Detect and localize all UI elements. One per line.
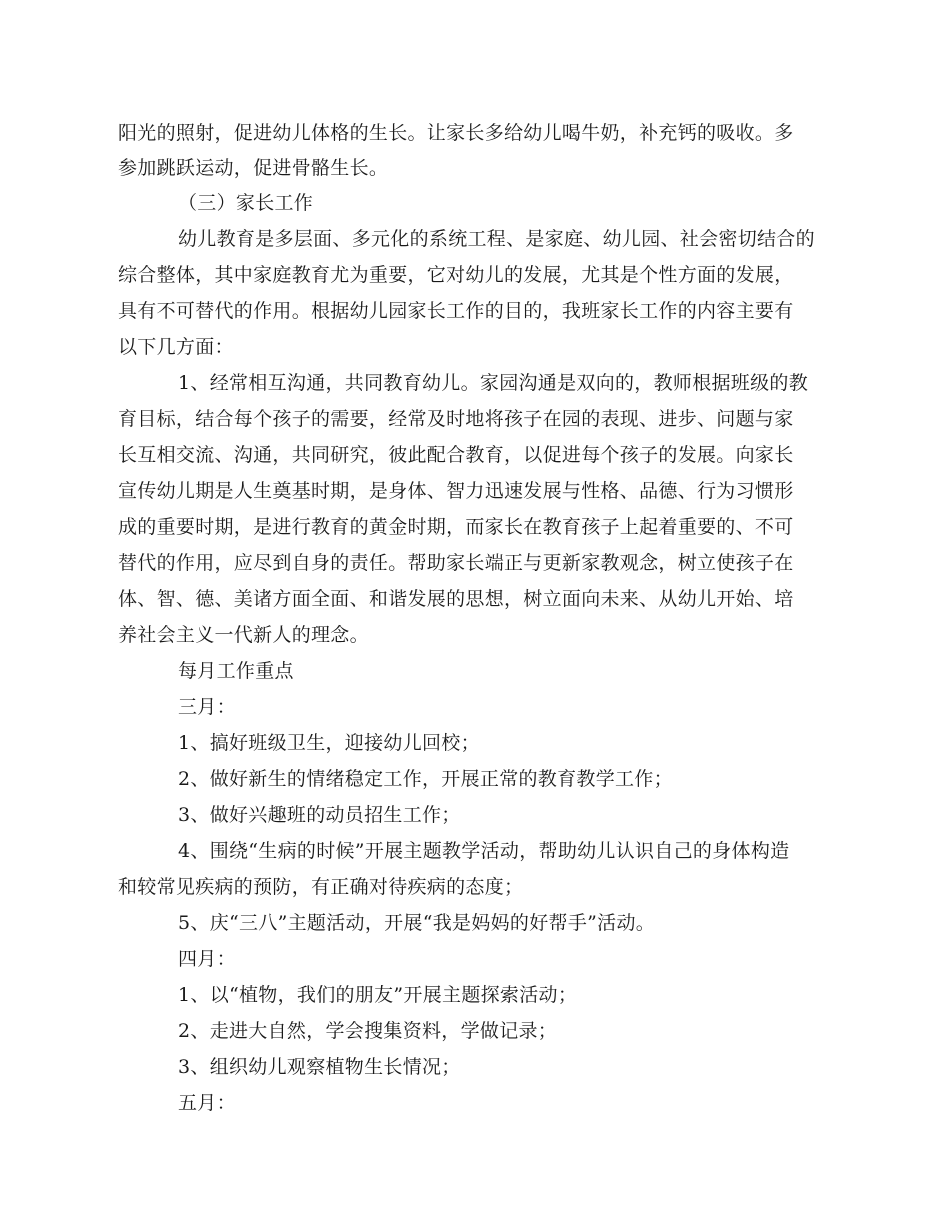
text-line: 替代的作用，应尽到自身的责任。帮助家长端正与更新家教观念，树立使孩子在 [118, 552, 794, 574]
text-line: 参加跳跃运动，促进骨骼生长。 [118, 157, 389, 179]
list-item: 3、做好兴趣班的动员招生工作； [178, 804, 461, 826]
text-line: 1、经常相互沟通，共同教育幼儿。家园沟通是双向的，教师根据班级的教 [178, 372, 808, 394]
list-item: 1、搞好班级卫生，迎接幼儿回校； [178, 732, 480, 754]
list-item: 1、以“植物，我们的朋友”开展主题探索活动； [178, 984, 578, 1006]
text-line: 以下几方面： [118, 336, 234, 358]
list-item: 4、围绕“生病的时候”开展主题教学活动，帮助幼儿认识自己的身体构造 [178, 840, 790, 862]
list-item: 2、做好新生的情绪稳定工作，开展正常的教育教学工作； [178, 768, 673, 790]
month-heading: 三月： [178, 696, 236, 718]
text-line: 综合整体，其中家庭教育尤为重要，它对幼儿的发展，尤其是个性方面的发展， [118, 264, 794, 286]
text-line: 成的重要时期，是进行教育的黄金时期，而家长在教育孩子上起着重要的、不可 [118, 516, 794, 538]
text-line: 长互相交流、沟通，共同研究，彼此配合教育，以促进每个孩子的发展。向家长 [118, 444, 794, 466]
text-line: 体、智、德、美诸方面全面、和谐发展的思想，树立面向未来、从幼儿开始、培 [118, 588, 794, 610]
month-heading: 五月： [178, 1092, 236, 1114]
list-item: 5、庆“三八”主题活动，开展“我是妈妈的好帮手”活动。 [178, 912, 656, 934]
section-heading: （三）家长工作 [178, 192, 314, 214]
list-item-continuation: 和较常见疾病的预防，有正确对待疾病的态度； [118, 876, 524, 898]
list-item: 3、组织幼儿观察植物生长情况； [178, 1056, 461, 1078]
text-line: 阳光的照射，促进幼儿体格的生长。让家长多给幼儿喝牛奶，补充钙的吸收。多 [118, 122, 794, 144]
list-item: 2、走进大自然，学会搜集资料，学做记录； [178, 1020, 558, 1042]
text-line: 幼儿教育是多层面、多元化的系统工程、是家庭、幼儿园、社会密切结合的 [178, 228, 815, 250]
section-heading: 每月工作重点 [178, 660, 294, 682]
text-line: 宣传幼儿期是人生奠基时期，是身体、智力迅速发展与性格、品德、行为习惯形 [118, 480, 794, 502]
text-line: 养社会主义一代新人的理念。 [118, 624, 369, 646]
month-heading: 四月： [178, 948, 236, 970]
text-line: 具有不可替代的作用。根据幼儿园家长工作的目的，我班家长工作的内容主要有 [118, 300, 794, 322]
text-line: 育目标，结合每个孩子的需要，经常及时地将孩子在园的表现、进步、问题与家 [118, 408, 794, 430]
